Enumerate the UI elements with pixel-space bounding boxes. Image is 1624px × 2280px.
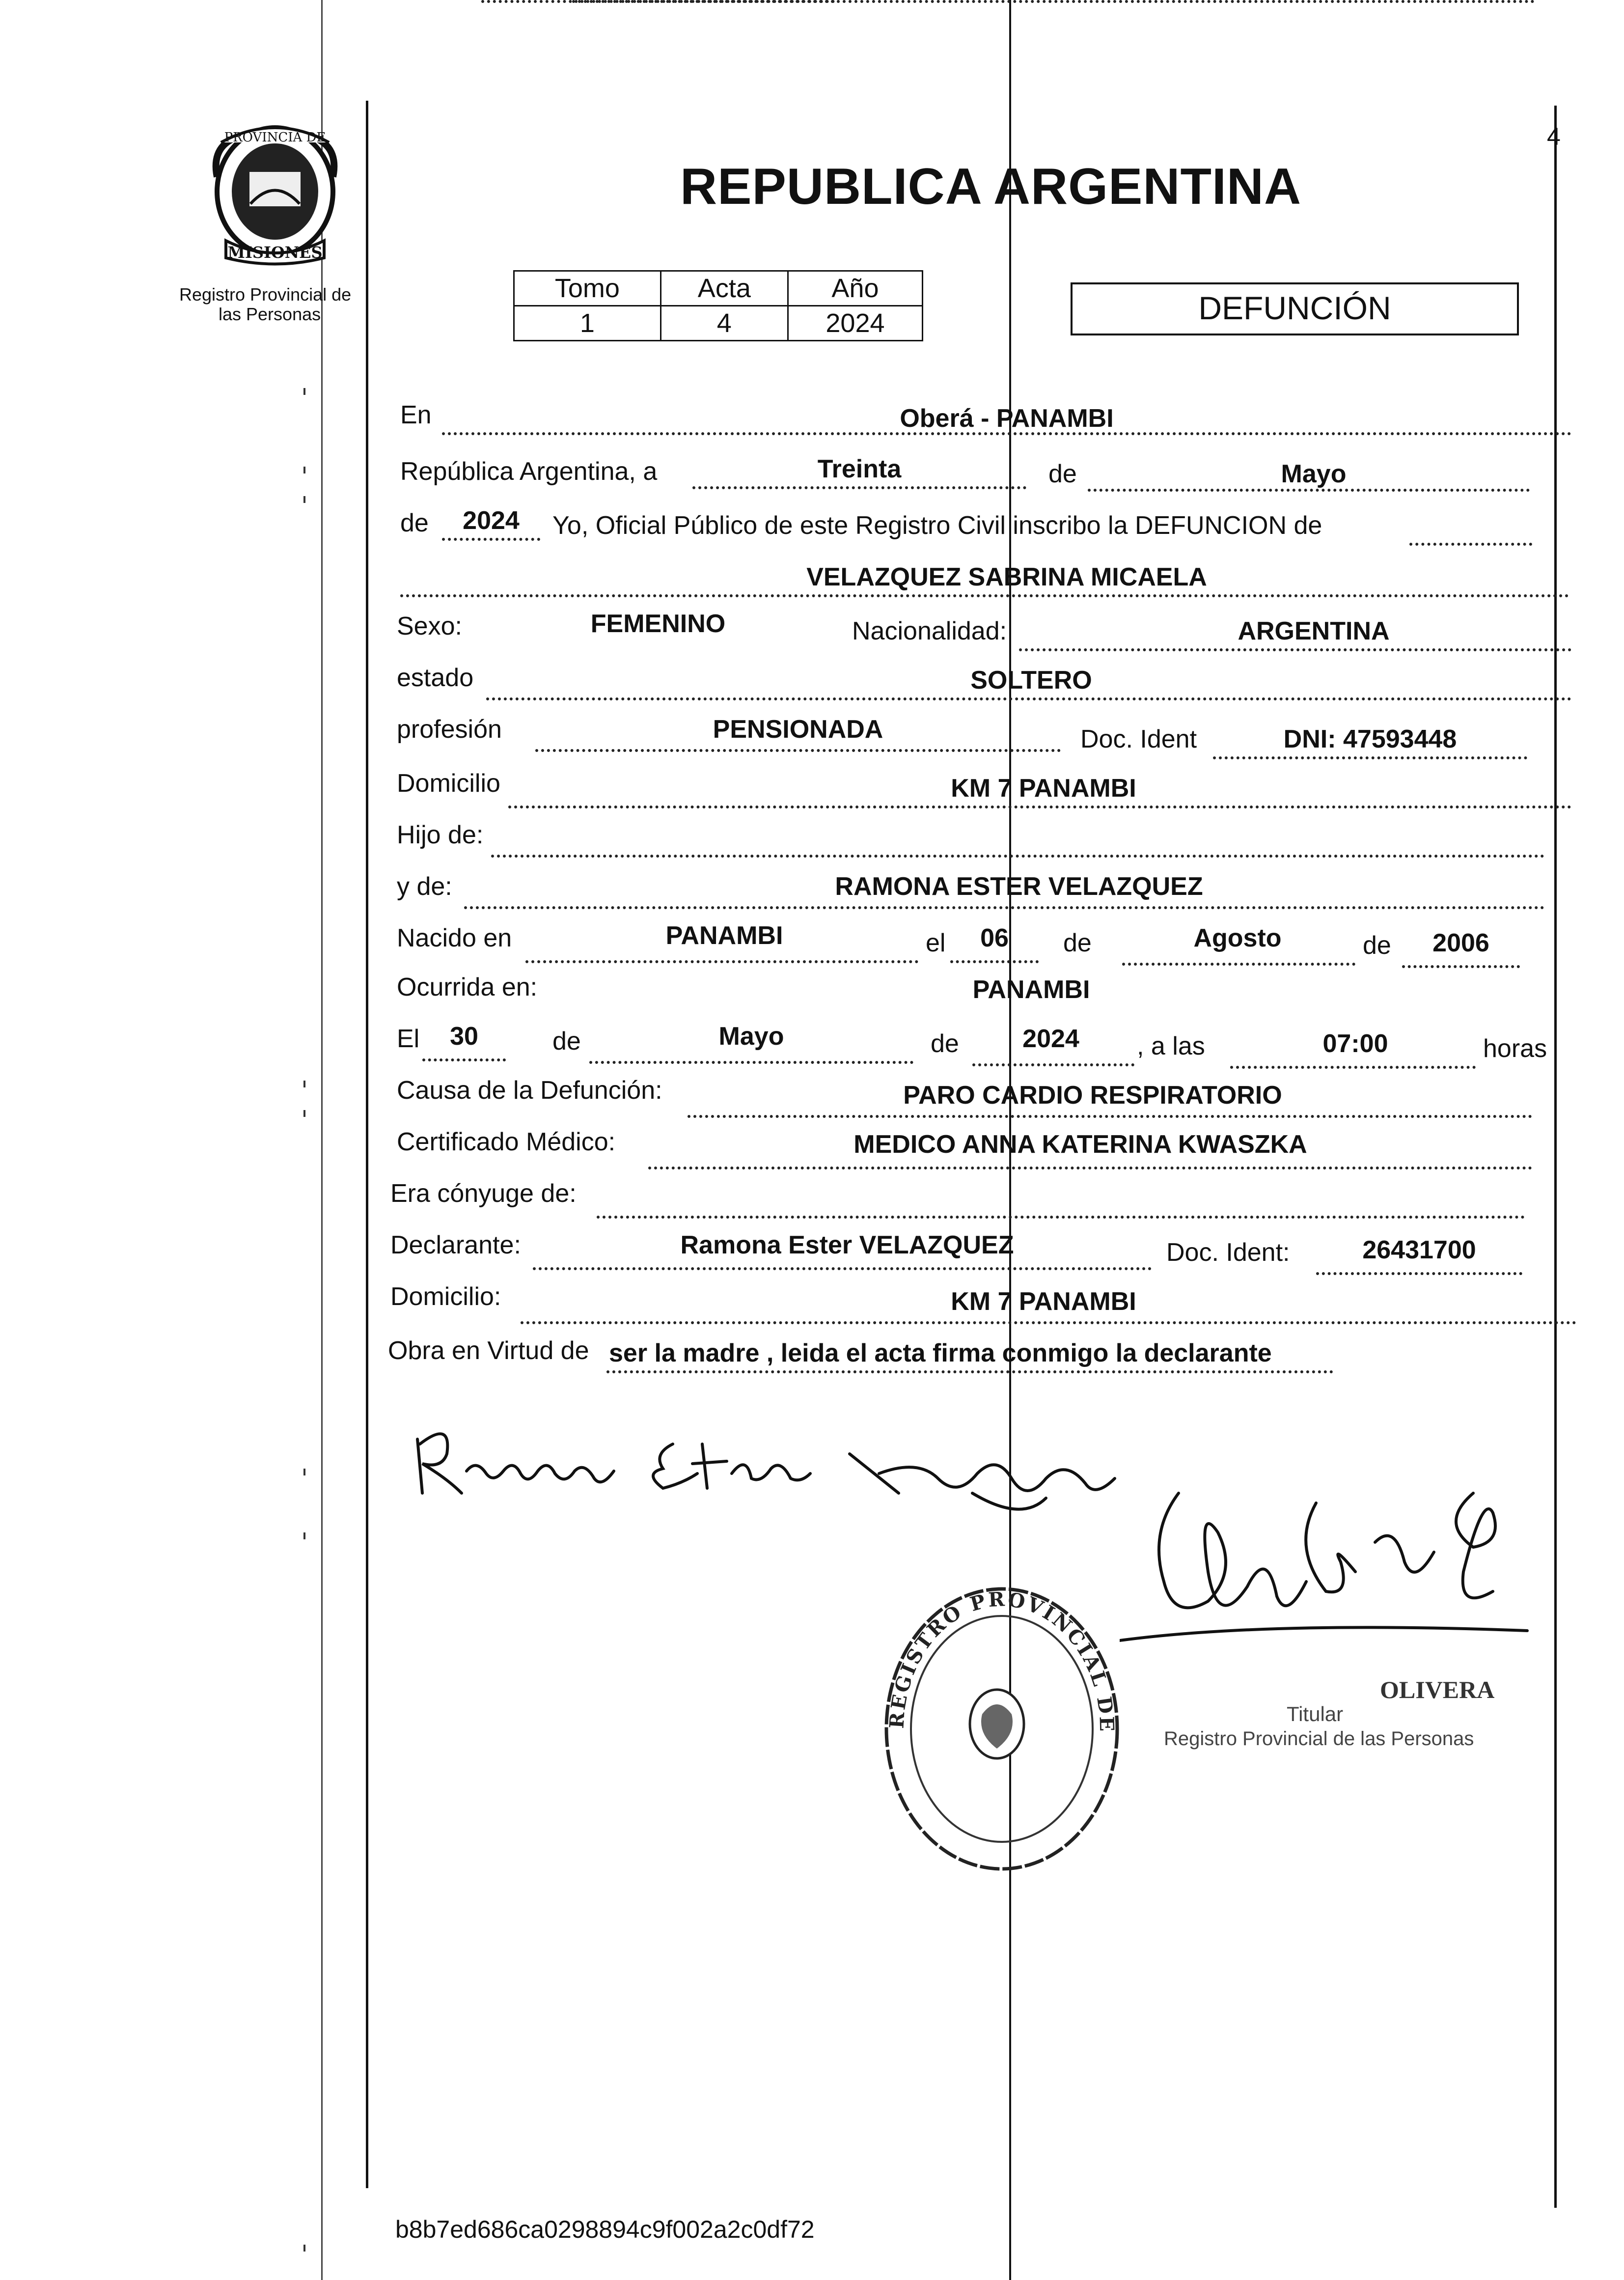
scan-speck: [303, 496, 305, 503]
yde-line: [464, 906, 1544, 909]
scan-speck: [303, 388, 305, 395]
stamp-text: REGISTRO PROVINCIAL DE: [885, 1587, 1119, 1734]
sexo-value: FEMENINO: [590, 610, 726, 638]
domicilio2-line: [521, 1321, 1576, 1324]
provincial-seal: [201, 118, 349, 270]
domicilio-label: Domicilio: [397, 769, 500, 798]
domicilio2-value: KM 7 PANAMBI: [951, 1287, 1136, 1316]
left-margin-line: [321, 0, 323, 2280]
nacionalidad-label: Nacionalidad:: [852, 617, 1007, 645]
doc-ident-label: Doc. Ident: [1080, 725, 1197, 753]
en-label: En: [400, 401, 432, 429]
en-value: Oberá - PANAMBI: [900, 404, 1114, 433]
anio-header: Año: [788, 271, 922, 306]
declarant-signature: [408, 1424, 1169, 1532]
causa-value: PARO CARDIO RESPIRATORIO: [903, 1081, 1282, 1110]
svg-text:MISIONES: MISIONES: [227, 243, 323, 262]
estado-value: SOLTERO: [970, 666, 1092, 695]
birth-day-line: [950, 960, 1039, 963]
doc-ident2-line: [1316, 1272, 1522, 1275]
scan-speck: [303, 1532, 305, 1539]
nacido-line: [525, 960, 918, 963]
page-number: 4: [1547, 123, 1561, 150]
horas-label: horas: [1483, 1034, 1547, 1063]
republica-label: República Argentina, a: [400, 457, 658, 486]
officer-stamp-line2: Titular: [1287, 1702, 1344, 1725]
document-hash: b8b7ed686ca0298894c9f002a2c0df72: [395, 2216, 815, 2243]
obra-label: Obra en Virtud de: [388, 1336, 589, 1365]
scan-speck: [303, 1469, 305, 1475]
conyuge-line: [597, 1216, 1525, 1219]
month-line: [1088, 489, 1530, 492]
record-type-box: DEFUNCIÓN: [1071, 282, 1519, 335]
scan-speck: [303, 1110, 305, 1117]
doc-ident2-value: 26431700: [1362, 1236, 1476, 1264]
form-left-border: [366, 101, 368, 2188]
obra-value: ser la madre , leida el acta firma conmigo la declarante: [609, 1339, 1272, 1367]
el-label: el: [926, 929, 946, 957]
official-stamp: [874, 1577, 1129, 1881]
domicilio-value: KM 7 PANAMBI: [951, 774, 1136, 803]
de6-label: de: [931, 1029, 959, 1058]
declarante-value: Ramona Ester VELAZQUEZ: [680, 1231, 1014, 1259]
inscribo-text: Yo, Oficial Público de este Registro Civil inscribo la DEFUNCION de: [552, 511, 1322, 540]
deceased-name: VELAZQUEZ SABRINA MICAELA: [806, 563, 1207, 591]
death-time-line: [1230, 1066, 1476, 1069]
day-word-line: [692, 486, 1026, 489]
declarante-line: [533, 1267, 1152, 1270]
profesion-value: PENSIONADA: [713, 715, 883, 744]
day-word: Treinta: [817, 455, 902, 483]
doc-ident2-label: Doc. Ident:: [1166, 1238, 1290, 1267]
certificado-value: MEDICO ANNA KATERINA KWASZKA: [853, 1130, 1307, 1159]
birth-month: Agosto: [1193, 924, 1282, 952]
nacionalidad-line: [1019, 648, 1571, 651]
death-year-line: [972, 1063, 1134, 1066]
ocurrida-line: [572, 0, 1535, 3]
birth-year: 2006: [1432, 929, 1489, 957]
registry-label-line1: Registro Provincial de: [179, 284, 352, 305]
tomo-header: Tomo: [514, 271, 661, 306]
officer-signature: [1120, 1474, 1562, 1719]
acta-header: Acta: [661, 271, 788, 306]
hijo-label: Hijo de:: [397, 821, 484, 849]
form-right-border: [1554, 106, 1557, 2208]
ocurrida-label: Ocurrida en:: [397, 973, 538, 1001]
tomo-value: 1: [514, 306, 661, 341]
scan-speck: [303, 2245, 305, 2252]
officer-stamp-line3: Registro Provincial de las Personas: [1164, 1728, 1474, 1750]
causa-line: [688, 1115, 1532, 1118]
scan-speck: [303, 1081, 305, 1087]
causa-label: Causa de la Defunción:: [397, 1076, 662, 1105]
certificado-label: Certificado Médico:: [397, 1128, 616, 1156]
death-day-line: [422, 1058, 506, 1061]
certificado-line: [648, 1167, 1532, 1169]
birth-year-line: [1402, 965, 1520, 968]
death-year: 2024: [1022, 1025, 1079, 1053]
deceased-name-line: [400, 594, 1569, 597]
yde-value: RAMONA ESTER VELAZQUEZ: [835, 872, 1203, 901]
inscribo-line: [1409, 543, 1532, 546]
death-day: 30: [450, 1022, 478, 1051]
nacido-label: Nacido en: [397, 924, 512, 952]
death-month-line: [589, 1061, 913, 1064]
birth-day: 06: [980, 924, 1009, 952]
profesion-label: profesión: [397, 715, 502, 744]
officer-stamp-line1: OLIVERA: [1380, 1676, 1495, 1703]
ocurrida-value: PANAMBI: [972, 975, 1090, 1004]
hijo-line: [491, 855, 1544, 858]
acta-value: 4: [661, 306, 788, 341]
de5-label: de: [552, 1027, 581, 1056]
record-table: [513, 270, 923, 341]
page-title: REPUBLICA ARGENTINA: [680, 158, 1302, 215]
birth-month-line: [1122, 963, 1355, 966]
death-time: 07:00: [1322, 1029, 1388, 1058]
el2-label: El: [397, 1025, 420, 1053]
yde-label: y de:: [397, 872, 452, 901]
scan-speck: [303, 467, 305, 473]
year: 2024: [463, 506, 520, 535]
nacido-value: PANAMBI: [665, 921, 783, 950]
de2-label: de: [400, 509, 429, 537]
alas-label: , a las: [1137, 1032, 1205, 1060]
de1-label: de: [1048, 460, 1077, 488]
death-month: Mayo: [718, 1022, 784, 1051]
nacionalidad-value: ARGENTINA: [1238, 617, 1390, 645]
month: Mayo: [1281, 460, 1347, 488]
estado-label: estado: [397, 664, 474, 692]
anio-value: 2024: [788, 306, 922, 341]
domicilio-line: [508, 806, 1571, 808]
sexo-label: Sexo:: [397, 612, 462, 640]
domicilio2-label: Domicilio:: [390, 1282, 501, 1311]
profesion-line: [535, 749, 1061, 752]
svg-text:PROVINCIA DE: PROVINCIA DE: [224, 130, 326, 145]
year-line: [442, 538, 540, 541]
doc-ident-value: DNI: 47593448: [1283, 725, 1457, 753]
obra-line: [606, 1370, 1333, 1373]
declarante-label: Declarante:: [390, 1231, 521, 1259]
de4-label: de: [1363, 931, 1391, 960]
de3-label: de: [1063, 929, 1092, 957]
conyuge-label: Era cónyuge de:: [390, 1179, 577, 1208]
registry-label-line2: las Personas: [219, 304, 321, 324]
doc-ident-line: [1213, 756, 1527, 759]
estado-line: [486, 697, 1571, 700]
